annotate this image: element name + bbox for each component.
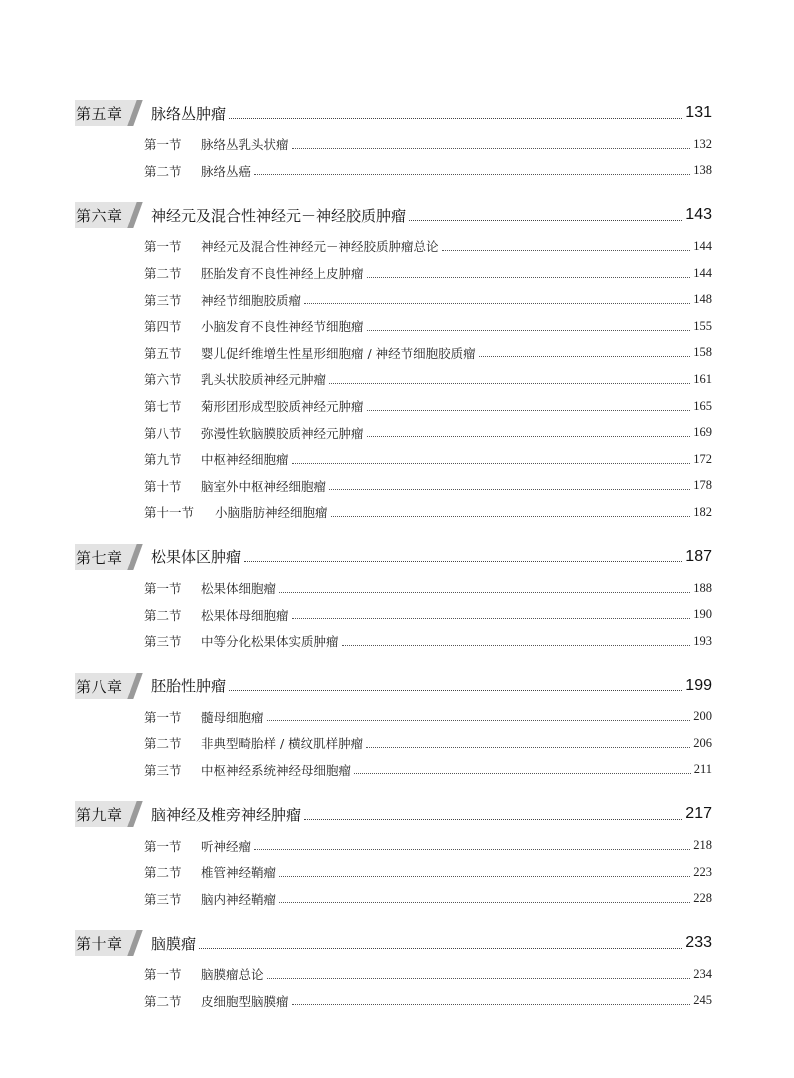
section-entry[interactable]	[75, 393, 712, 420]
dot-leader	[409, 220, 682, 221]
chapter-heading[interactable]	[75, 100, 712, 126]
dot-leader	[292, 463, 691, 464]
dot-leader	[279, 902, 690, 903]
section-list	[75, 233, 712, 526]
section-entry[interactable]	[75, 366, 712, 393]
chapter-page-number: 233	[685, 934, 712, 952]
section-title: 小脑脂肪神经细胞瘤	[215, 505, 328, 521]
dot-leader	[254, 174, 690, 175]
section-title: 髓母细胞瘤	[201, 709, 264, 725]
section-number: 第二节	[144, 993, 182, 1009]
section-page-number: 218	[693, 838, 712, 853]
section-title: 中等分化松果体实质肿瘤	[201, 634, 339, 650]
section-entry[interactable]	[75, 260, 712, 287]
section-entry[interactable]	[75, 859, 712, 886]
section-list	[75, 131, 712, 184]
dot-leader	[292, 148, 691, 149]
section-page-number: 234	[693, 966, 712, 981]
section-entry[interactable]	[75, 575, 712, 602]
section-page-number: 211	[693, 762, 712, 777]
section-page-number: 165	[693, 398, 712, 413]
section-title: 神经元及混合性神经元－神经胶质肿瘤总论	[201, 239, 439, 255]
section-number: 第一节	[144, 709, 182, 725]
section-page-number: 182	[693, 504, 712, 519]
dot-leader	[292, 618, 691, 619]
chapter-title: 神经元及混合性神经元－神经胶质肿瘤	[151, 206, 407, 225]
section-entry[interactable]	[75, 628, 712, 655]
section-number: 第一节	[144, 137, 182, 153]
section-title: 脑室外中枢神经细胞瘤	[201, 478, 327, 494]
section-number: 第三节	[144, 891, 182, 907]
section-entry[interactable]	[75, 885, 712, 912]
dot-leader	[331, 516, 691, 517]
section-entry[interactable]	[75, 832, 712, 859]
chapter-page-number: 187	[685, 547, 712, 565]
dot-leader	[229, 690, 682, 691]
dot-leader	[279, 876, 690, 877]
section-entry[interactable]	[75, 313, 712, 340]
section-title: 松果体细胞瘤	[201, 581, 277, 597]
chapter-block	[75, 544, 712, 655]
chapter-number-badge	[75, 100, 151, 126]
section-number: 第三节	[144, 762, 182, 778]
section-title: 脑内神经鞘瘤	[201, 891, 277, 907]
section-page-number: 188	[693, 580, 712, 595]
section-title: 脉络丛乳头状瘤	[201, 137, 289, 153]
section-entry[interactable]	[75, 446, 712, 473]
section-page-number: 245	[693, 993, 712, 1008]
section-title: 听神经瘤	[201, 838, 252, 854]
section-entry[interactable]	[75, 704, 712, 731]
section-number: 第二节	[144, 736, 182, 752]
section-list	[75, 704, 712, 784]
section-page-number: 228	[693, 891, 712, 906]
section-number: 第十节	[144, 478, 182, 494]
chapter-heading[interactable]	[75, 801, 712, 827]
section-entry[interactable]	[75, 233, 712, 260]
chapter-number-badge	[75, 544, 151, 570]
section-page-number: 172	[693, 451, 712, 466]
chapter-page-number: 217	[685, 805, 712, 823]
dot-leader	[442, 250, 691, 251]
section-page-number: 148	[693, 292, 712, 307]
section-title: 中枢神经细胞瘤	[201, 452, 289, 468]
section-entry[interactable]	[75, 340, 712, 367]
section-page-number: 158	[693, 345, 712, 360]
dot-leader	[254, 849, 690, 850]
section-entry[interactable]	[75, 601, 712, 628]
section-page-number: 161	[693, 371, 712, 386]
section-page-number: 206	[693, 735, 712, 750]
section-entry[interactable]	[75, 757, 712, 784]
chapter-block	[75, 930, 712, 1014]
section-entry[interactable]	[75, 730, 712, 757]
section-page-number: 178	[693, 478, 712, 493]
section-title: 菊形团形成型胶质神经元肿瘤	[201, 399, 364, 415]
dot-leader	[304, 303, 690, 304]
section-title: 椎管神经鞘瘤	[201, 865, 277, 881]
section-page-number: 200	[693, 709, 712, 724]
dot-leader	[229, 118, 682, 119]
chapter-number: 第六章	[76, 207, 123, 226]
section-number: 第一节	[144, 967, 182, 983]
chapter-title: 脉络丛肿瘤	[151, 104, 227, 123]
section-number: 第六节	[144, 372, 182, 388]
section-title: 小脑发育不良性神经节细胞瘤	[201, 319, 364, 335]
section-number: 第二节	[144, 607, 182, 623]
dot-leader	[267, 978, 691, 979]
section-page-number: 169	[693, 425, 712, 440]
section-title: 婴儿促纤维增生性星形细胞瘤 / 神经节细胞胶质瘤	[201, 345, 476, 361]
chapter-number-badge	[75, 930, 151, 956]
chapter-block	[75, 801, 712, 912]
section-number: 第四节	[144, 319, 182, 335]
section-entry[interactable]	[75, 473, 712, 500]
section-number: 第三节	[144, 292, 182, 308]
chapter-number-badge	[75, 673, 151, 699]
section-title: 松果体母细胞瘤	[201, 607, 289, 623]
section-page-number: 190	[693, 607, 712, 622]
section-page-number: 155	[693, 318, 712, 333]
chapter-number: 第九章	[76, 806, 123, 825]
chapter-block	[75, 202, 712, 526]
dot-leader	[292, 1004, 691, 1005]
section-entry[interactable]	[75, 131, 712, 158]
section-number: 第七节	[144, 399, 182, 415]
chapter-page-number: 131	[685, 104, 712, 121]
chapter-heading[interactable]	[75, 544, 712, 570]
section-number: 第一节	[144, 581, 182, 597]
section-number: 第一节	[144, 239, 182, 255]
section-entry[interactable]	[75, 961, 712, 988]
dot-leader	[304, 819, 682, 820]
dot-leader	[244, 561, 682, 562]
section-page-number: 223	[693, 864, 712, 879]
section-title: 脑膜瘤总论	[201, 967, 264, 983]
section-title: 中枢神经系统神经母细胞瘤	[201, 762, 352, 778]
section-number: 第九节	[144, 452, 182, 468]
dot-leader	[329, 383, 690, 384]
section-page-number: 193	[693, 633, 712, 648]
section-list	[75, 832, 712, 912]
section-entry[interactable]	[75, 499, 712, 526]
chapter-heading[interactable]	[75, 930, 712, 956]
chapter-number: 第十章	[76, 935, 123, 954]
section-number: 第八节	[144, 425, 182, 441]
chapter-number-badge	[75, 202, 151, 228]
section-number: 第十一节	[144, 505, 195, 521]
chapter-page-number: 143	[685, 206, 712, 224]
section-title: 非典型畸胎样 / 横纹肌样肿瘤	[201, 736, 364, 752]
section-entry[interactable]	[75, 988, 712, 1015]
chapter-number: 第五章	[76, 105, 123, 123]
dot-leader	[367, 436, 691, 437]
table-of-contents	[75, 100, 712, 1032]
section-number: 第一节	[144, 838, 182, 854]
section-entry[interactable]	[75, 286, 712, 313]
chapter-title: 脑神经及椎旁神经肿瘤	[151, 805, 302, 824]
dot-leader	[267, 720, 691, 721]
section-title: 神经节细胞胶质瘤	[201, 292, 302, 308]
chapter-heading[interactable]	[75, 673, 712, 699]
chapter-page-number: 199	[685, 676, 712, 694]
section-entry[interactable]	[75, 158, 712, 185]
dot-leader	[354, 773, 691, 774]
dot-leader	[367, 410, 691, 411]
dot-leader	[479, 356, 691, 357]
section-number: 第三节	[144, 634, 182, 650]
chapter-title: 胚胎性肿瘤	[151, 677, 227, 695]
section-number: 第二节	[144, 865, 182, 881]
section-list	[75, 961, 712, 1014]
chapter-title: 松果体区肿瘤	[151, 548, 242, 567]
chapter-number: 第八章	[76, 677, 123, 696]
chapter-title: 脑膜瘤	[151, 934, 197, 953]
dot-leader	[342, 645, 691, 646]
dot-leader	[367, 330, 691, 331]
section-title: 弥漫性软脑膜胶质神经元肿瘤	[201, 425, 364, 441]
dot-leader	[367, 277, 691, 278]
dot-leader	[199, 948, 682, 949]
section-page-number: 138	[693, 163, 712, 178]
section-title: 乳头状胶质神经元肿瘤	[201, 372, 327, 388]
chapter-number-badge	[75, 801, 151, 827]
chapter-heading[interactable]	[75, 202, 712, 228]
section-number: 第五节	[144, 345, 182, 361]
section-page-number: 132	[693, 136, 712, 151]
section-page-number: 144	[693, 238, 712, 253]
dot-leader	[329, 489, 690, 490]
chapter-number: 第七章	[76, 548, 123, 567]
chapter-block	[75, 100, 712, 184]
section-number: 第二节	[144, 266, 182, 282]
section-number: 第二节	[144, 163, 182, 179]
section-list	[75, 575, 712, 655]
dot-leader	[366, 747, 690, 748]
section-title: 胚胎发育不良性神经上皮肿瘤	[201, 266, 364, 282]
section-title: 皮细胞型脑膜瘤	[201, 993, 289, 1009]
section-title: 脉络丛癌	[201, 163, 252, 179]
section-page-number: 144	[693, 265, 712, 280]
dot-leader	[279, 592, 690, 593]
chapter-block	[75, 673, 712, 784]
section-entry[interactable]	[75, 419, 712, 446]
